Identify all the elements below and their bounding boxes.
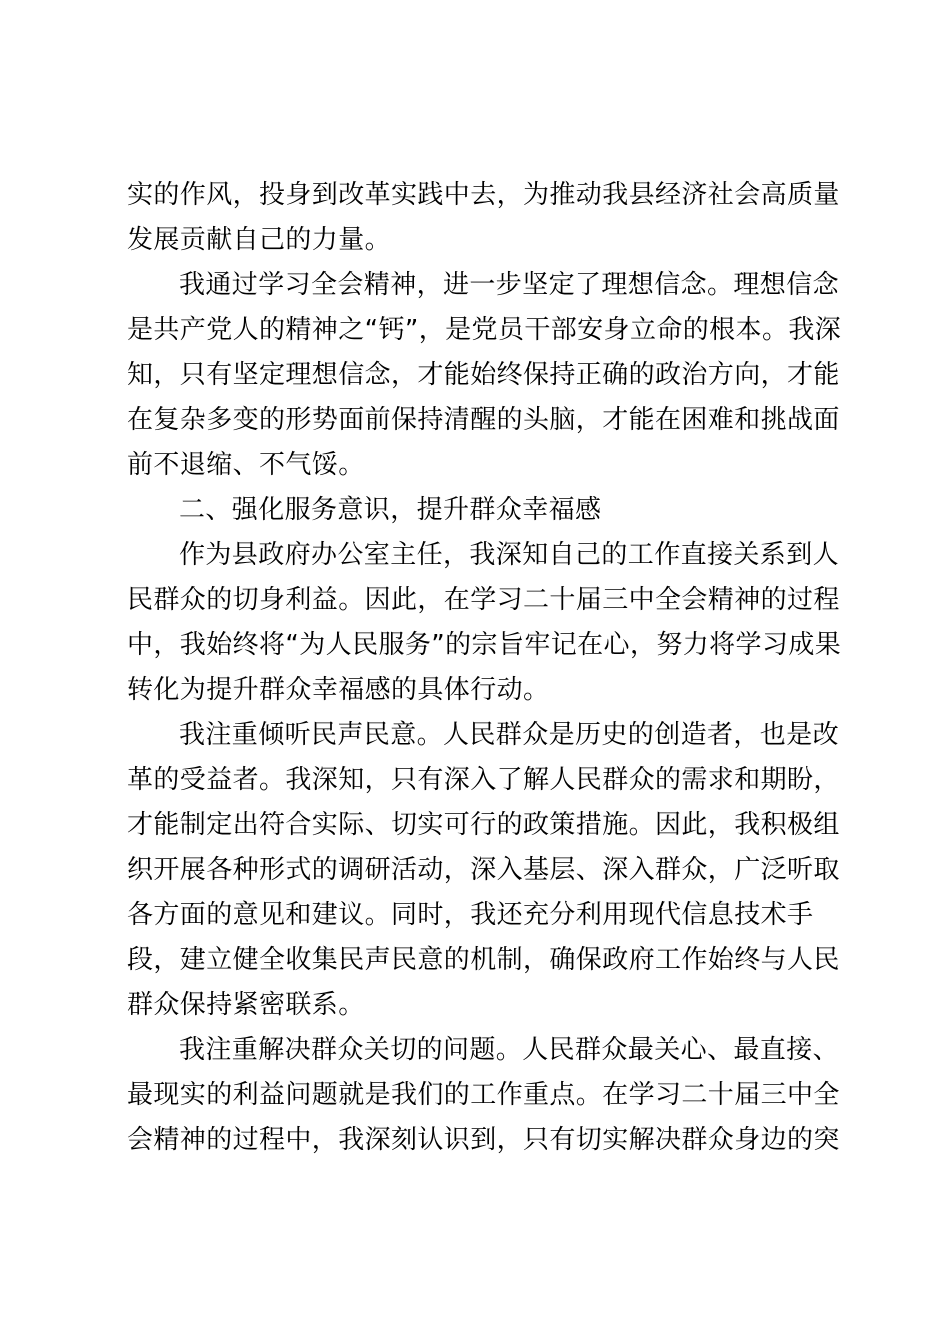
text-line: 民群众的切身利益。因此，在学习二十届三中全会精神的过程 [127,585,840,615]
text-line: 发展贡献自己的力量。 [127,225,392,255]
paragraph-first-line: 我注重倾听民声民意。人民群众是历史的创造者，也是改 [179,720,840,750]
section-heading: 二、强化服务意识，提升群众幸福感 [179,495,602,525]
text-line: 各方面的意见和建议。同时，我还充分利用现代信息技术手 [127,900,814,930]
text-line: 是共产党人的精神之“钙”，是党员干部安身立命的根本。我深 [127,315,842,345]
text-line: 知，只有坚定理想信念，才能始终保持正确的政治方向，才能 [127,360,840,390]
text-line: 实的作风，投身到改革实践中去，为推动我县经济社会高质量 [127,180,840,210]
text-line: 中，我始终将“为人民服务”的宗旨牢记在心，努力将学习成果 [127,630,842,660]
paragraph-first-line: 作为县政府办公室主任，我深知自己的工作直接关系到人 [179,540,840,570]
text-line: 织开展各种形式的调研活动，深入基层、深入群众，广泛听取 [127,855,840,885]
text-line: 革的受益者。我深知，只有深入了解人民群众的需求和期盼， [127,765,840,795]
text-line: 转化为提升群众幸福感的具体行动。 [127,675,550,705]
text-line: 段，建立健全收集民声民意的机制，确保政府工作始终与人民 [127,945,840,975]
paragraph-first-line: 我通过学习全会精神，进一步坚定了理想信念。理想信念 [179,270,840,300]
text-line: 前不退缩、不气馁。 [127,450,365,480]
text-line: 最现实的利益问题就是我们的工作重点。在学习二十届三中全 [127,1080,840,1110]
text-line: 才能制定出符合实际、切实可行的政策措施。因此，我积极组 [127,810,840,840]
text-line: 群众保持紧密联系。 [127,990,365,1020]
paragraph-first-line: 我注重解决群众关切的问题。人民群众最关心、最直接、 [179,1035,840,1065]
text-line: 会精神的过程中，我深刻认识到，只有切实解决群众身边的突 [127,1125,840,1155]
text-line: 在复杂多变的形势面前保持清醒的头脑，才能在困难和挑战面 [127,405,840,435]
